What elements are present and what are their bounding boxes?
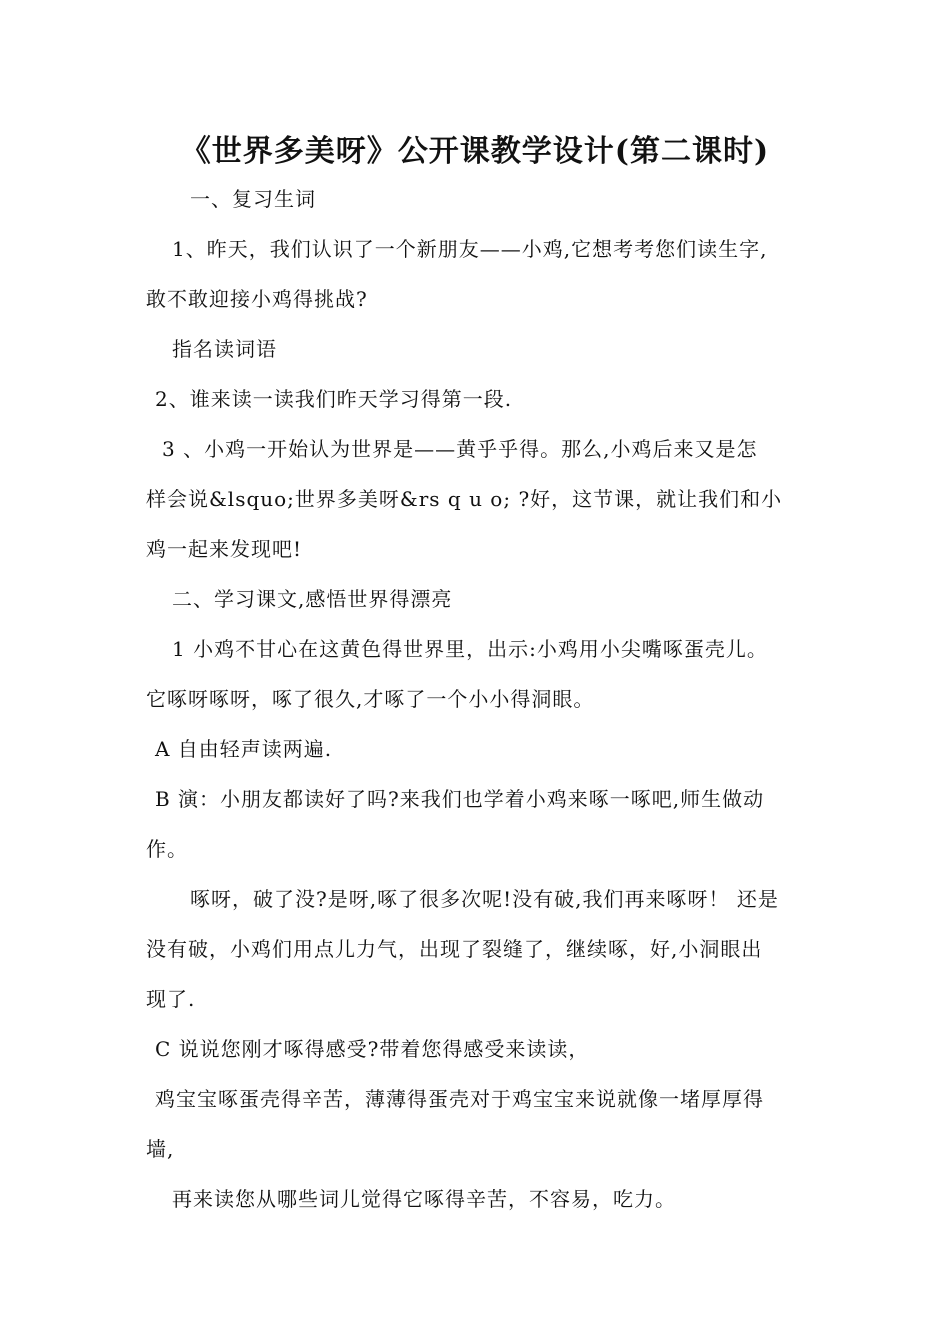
paragraph-line: 敢不敢迎接小鸡得挑战? xyxy=(146,287,368,311)
paragraph-line: 2、谁来读一读我们昨天学习得第一段. xyxy=(155,387,513,411)
paragraph-line: B 演：小朋友都读好了吗?来我们也学着小鸡来啄一啄吧,师生做动 xyxy=(155,787,765,811)
section-heading-learn: 二、学习课文,感悟世界得漂亮 xyxy=(172,587,453,611)
paragraph-line: 1 小鸡不甘心在这黄色得世界里，出示:小鸡用小尖嘴啄蛋壳儿。 xyxy=(172,637,768,661)
paragraph-line: 它啄呀啄呀，啄了很久,才啄了一个小小得洞眼。 xyxy=(146,687,595,711)
paragraph-line: 作。 xyxy=(146,837,188,861)
paragraph-line: 鸡宝宝啄蛋壳得辛苦，薄薄得蛋壳对于鸡宝宝来说就像一堵厚厚得 xyxy=(155,1087,764,1111)
paragraph-line: 1、昨天，我们认识了一个新朋友——小鸡,它想考考您们读生字, xyxy=(172,237,768,261)
paragraph-line: 指名读词语 xyxy=(172,337,277,361)
paragraph-line: 3 、小鸡一开始认为世界是——黄乎乎得。那么,小鸡后来又是怎 xyxy=(162,437,758,461)
paragraph-line: 再来读您从哪些词儿觉得它啄得辛苦，不容易，吃力。 xyxy=(172,1187,676,1211)
paragraph-line: 现了. xyxy=(146,987,196,1011)
paragraph-line: 啄呀，破了没?是呀,啄了很多次呢!没有破,我们再来啄呀！ 还是 xyxy=(190,887,779,911)
document-title: 《世界多美呀》公开课教学设计(第二课时) xyxy=(180,134,770,169)
paragraph-line: 鸡一起来发现吧! xyxy=(146,537,303,561)
paragraph-line: 样会说&lsquo;世界多美呀&rs q u o; ?好，这节课，就让我们和小 xyxy=(146,487,783,511)
paragraph-line: 墙, xyxy=(146,1137,175,1161)
paragraph-line: C 说说您刚才啄得感受?带着您得感受来读读， xyxy=(155,1037,590,1061)
paragraph-line: A 自由轻声读两遍. xyxy=(155,737,333,761)
paragraph-line: 没有破，小鸡们用点儿力气，出现了裂缝了，继续啄，好,小洞眼出 xyxy=(146,937,763,961)
section-heading-review: 一、复习生词 xyxy=(190,187,316,211)
